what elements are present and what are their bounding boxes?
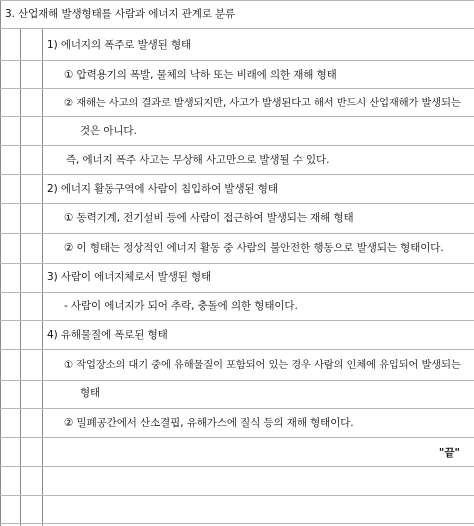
grid-hline bbox=[0, 349, 474, 350]
subsection-heading-3: 3) 사람이 에너지체로서 발생된 형태 bbox=[47, 271, 212, 283]
grid-hline bbox=[0, 28, 474, 29]
list-item-continuation: 것은 아니다. bbox=[80, 125, 137, 137]
grid-hline bbox=[0, 495, 474, 496]
grid-hline bbox=[0, 88, 474, 89]
grid-hline bbox=[0, 233, 474, 234]
list-item: ② 밀폐공간에서 산소결핍, 유해가스에 질식 등의 재해 형태이다. bbox=[64, 417, 354, 429]
grid-hline bbox=[0, 60, 474, 61]
subsection-heading-2: 2) 에너지 활동구역에 사람이 침입하여 발생된 형태 bbox=[47, 183, 278, 195]
section-title: 3. 산업재해 발생형태를 사람과 에너지 관계로 분류 bbox=[5, 8, 236, 20]
grid-hline bbox=[0, 380, 474, 381]
grid-hline bbox=[0, 0, 474, 1]
subsection-heading-1: 1) 에너지의 폭주로 발생된 형태 bbox=[47, 39, 192, 51]
grid-hline bbox=[0, 408, 474, 409]
list-item: ① 압력용기의 폭발, 물체의 낙하 또는 비래에 의한 재해 형태 bbox=[64, 69, 337, 81]
grid-hline bbox=[0, 466, 474, 467]
list-item: ② 이 형태는 정상적인 에너지 활동 중 사람의 불안전한 행동으로 발생되는 형태이다. bbox=[64, 242, 444, 254]
grid-hline bbox=[0, 320, 474, 321]
grid-vline-1 bbox=[20, 28, 21, 526]
list-item: ① 동력기계, 전기설비 등에 사람이 접근하여 발생되는 재해 형태 bbox=[64, 212, 354, 224]
subsection-heading-4: 4) 유해물질에 폭로된 형태 bbox=[47, 329, 168, 341]
list-item: ① 작업장소의 대기 중에 유해물질이 포함되어 있는 경우 사람의 인체에 유입되어 발생되는 bbox=[64, 359, 461, 371]
end-mark: "끝" bbox=[438, 447, 460, 459]
grid-hline bbox=[0, 437, 474, 438]
list-item: - 사람이 에너지가 되어 추락, 충돌에 의한 형태이다. bbox=[64, 300, 298, 312]
list-item: ② 재해는 사고의 결과로 발생되지만, 사고가 발생된다고 해서 반드시 산업재해가 발생되는 bbox=[64, 97, 461, 109]
grid-hline bbox=[0, 263, 474, 264]
grid-hline bbox=[0, 174, 474, 175]
grid-hline bbox=[0, 203, 474, 204]
grid-vline-2 bbox=[42, 28, 43, 526]
grid-hline bbox=[0, 292, 474, 293]
grid-hline bbox=[0, 145, 474, 146]
grid-hline bbox=[0, 116, 474, 117]
note-text: 즉, 에너지 폭주 사고는 무상해 사고만으로 발생될 수 있다. bbox=[66, 154, 330, 166]
list-item-continuation: 형태 bbox=[80, 387, 101, 399]
grid-hline bbox=[0, 523, 474, 524]
